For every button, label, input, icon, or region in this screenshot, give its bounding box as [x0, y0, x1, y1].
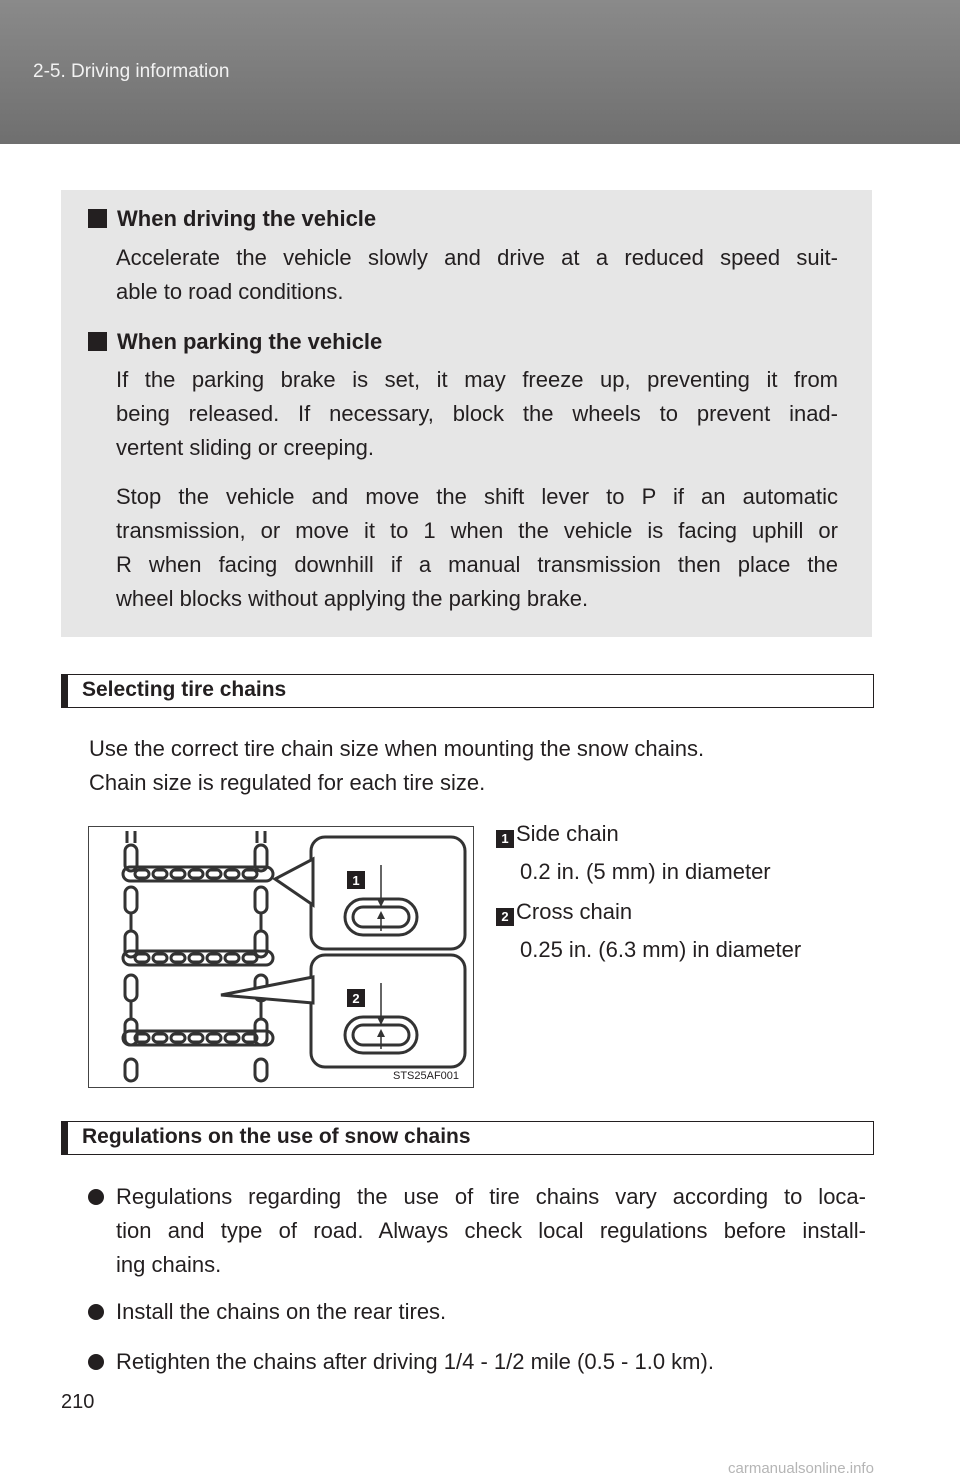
square-bullet-icon [88, 209, 107, 228]
driving-heading: When driving the vehicle [88, 206, 376, 232]
number-2-icon: 2 [496, 908, 514, 926]
parking-text-1: If the parking brake is set, it may freeze up, preventing it from being released. If necessary, block the wheels to prevent inad- vertent sliding or creeping. [116, 367, 838, 460]
selecting-line-1: Use the correct tire chain size when mounting the snow chains. [89, 736, 705, 761]
section-title: 2-5. Driving information [33, 61, 230, 82]
cross-chain-detail-panel [311, 955, 465, 1067]
tire-chain-figure [88, 826, 474, 1088]
badge-1-label: 1 [352, 873, 360, 888]
cross-chain-1 [123, 867, 273, 881]
cross-chain-3 [123, 1031, 273, 1045]
bullet-icon [88, 1304, 104, 1320]
parking-heading: When parking the vehicle [88, 329, 382, 355]
regulation-bullet-3: Retighten the chains after driving 1/4 - 1/2 mile (0.5 - 1.0 km). [88, 1345, 866, 1379]
callout-cross-chain: 2 Cross chain 0.25 in. (6.3 mm) in diameter [496, 893, 801, 969]
tire-chain-illustration [89, 827, 473, 1087]
regulations-heading: Regulations on the use of snow chains [61, 1121, 874, 1155]
bullet-icon [88, 1189, 104, 1205]
number-1-icon: 1 [496, 830, 514, 848]
bullet-icon [88, 1354, 104, 1370]
driving-text: Accelerate the vehicle slowly and drive at a reduced speed suit- able to road conditions. [116, 245, 838, 304]
side-chain-detail-panel [311, 837, 465, 949]
badge-2-label: 2 [352, 991, 360, 1006]
page-header [0, 0, 960, 144]
watermark: carmanualsonline.info [728, 1460, 874, 1477]
selecting-line-2: Chain size is regulated for each tire size. [89, 770, 486, 795]
selecting-heading: Selecting tire chains [61, 674, 874, 708]
square-bullet-icon [88, 332, 107, 351]
figure-code: STS25AF001 [393, 1070, 460, 1082]
callout-side-chain: 1 Side chain 0.2 in. (5 mm) in diameter [496, 815, 771, 891]
page-number: 210 [61, 1391, 95, 1413]
regulation-bullet-1: Regulations regarding the use of tire chains vary according to loca- tion and type of road. Always check local regulations before install- ing chains. [88, 1180, 866, 1282]
regulation-bullet-2: Install the chains on the rear tires. [88, 1295, 866, 1329]
cross-chain-2 [123, 951, 273, 965]
parking-text-2: Stop the vehicle and move the shift lever to P if an automatic transmission, or move it to 1 when the vehicle is facing uphill or R when facing downhill if a manual transmission then place the wheel blocks without applying the parking brake. [116, 484, 838, 611]
